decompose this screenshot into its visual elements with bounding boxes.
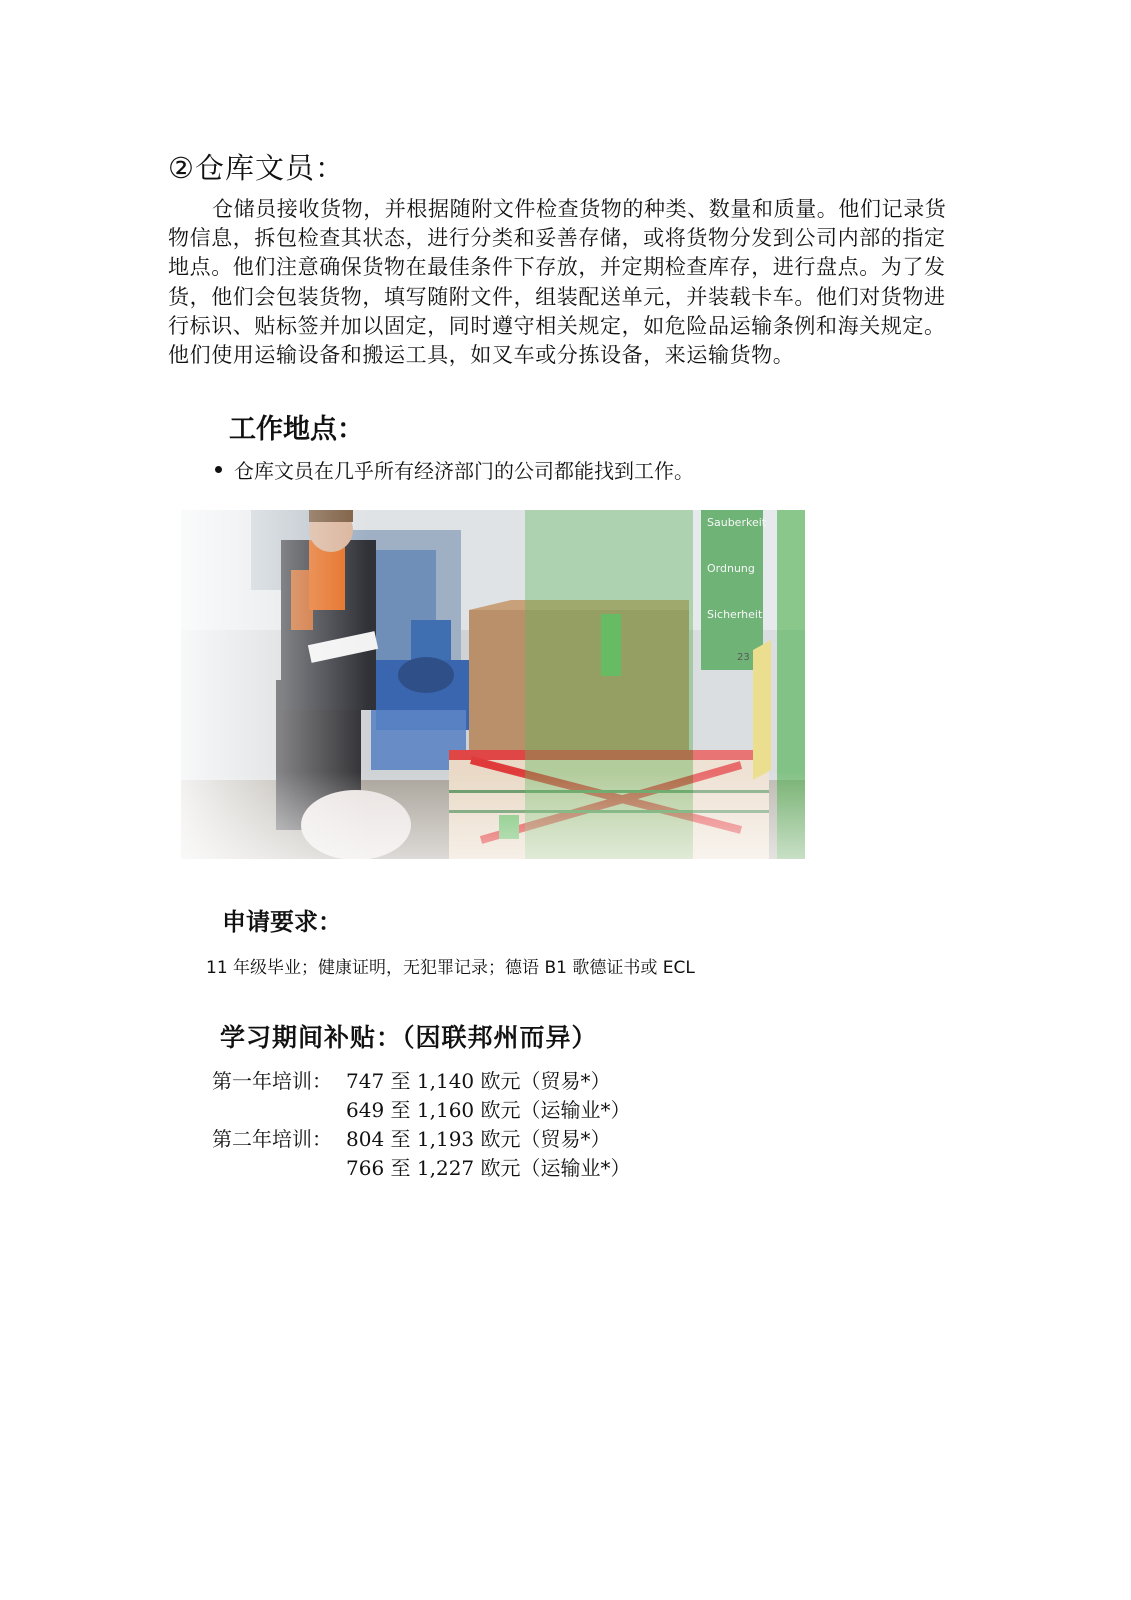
allowance-label: 第一年培训： (212, 1069, 332, 1093)
allowance-value: 747 至 1,140 欧元（贸易*） (346, 1069, 611, 1093)
table-row (212, 1123, 631, 1152)
warehouse-photo (181, 510, 805, 859)
workplace-list (215, 455, 694, 484)
allowance-title: 学习期间补贴：（因联邦州而异） (220, 1023, 598, 1052)
allowance-value: 804 至 1,193 欧元（贸易*） (346, 1127, 611, 1151)
list-item (215, 455, 694, 484)
requirements-text: 11 年级毕业；健康证明，无犯罪记录；德语 B1 歌德证书或 ECL (206, 958, 695, 978)
intro-paragraph: 仓储员接收货物，并根据随附文件检查货物的种类、数量和质量。他们记录货物信息，拆包检查其状态，进行分类和妥善存储，或将货物分发到公司内部的指定地点。他们注意确保货物在最佳条件下存放，并定期检查库存，进行盘点。为了发货，他们会包装货物，填写随附文件，组装配送单元，并装载卡车。他们对货物进行标识、贴标签并加以固定，同时遵守相关规定，如危险品运输条例和海关规定。他们使用运输设备和搬运工具，如叉车或分拣设备，来运输货物。 (168, 197, 947, 368)
table-row (212, 1152, 631, 1181)
warehouse-illustration (181, 510, 805, 859)
allowance-value: 766 至 1,227 欧元（运输业*） (346, 1156, 631, 1180)
requirements-title: 申请要求： (222, 908, 342, 936)
allowance-value: 649 至 1,160 欧元（运输业*） (346, 1098, 631, 1122)
table-row (212, 1065, 631, 1094)
allowance-table (212, 1065, 631, 1181)
allowance-label: 第二年培训： (212, 1127, 332, 1151)
table-row (212, 1094, 631, 1123)
workplace-title: 工作地点： (229, 414, 364, 445)
allowance-label (212, 1152, 346, 1181)
allowance-label (212, 1094, 346, 1123)
section-title: ②仓库文员： (168, 151, 345, 185)
bullet-icon (215, 466, 222, 473)
workplace-item-text: 仓库文员在几乎所有经济部门的公司都能找到工作。 (234, 459, 694, 483)
